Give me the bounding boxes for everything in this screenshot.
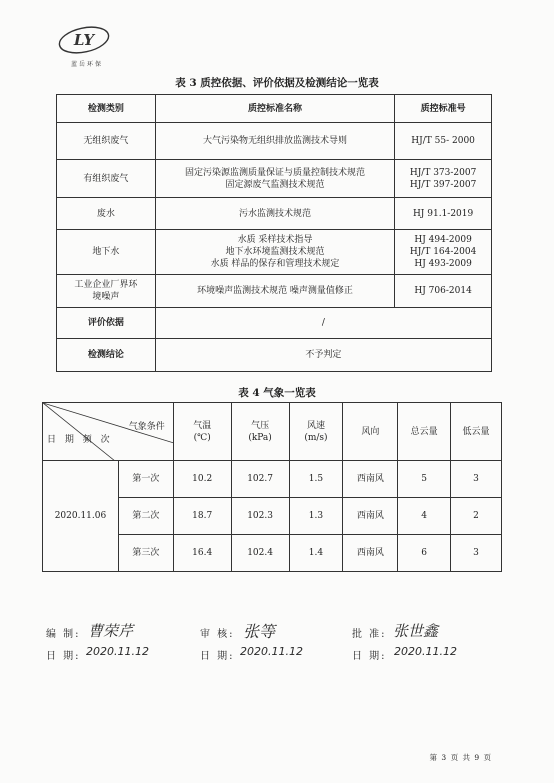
value-cell: 3	[451, 461, 502, 498]
svg-text:LY: LY	[73, 31, 95, 49]
conclusion-label: 检测结论	[57, 339, 156, 372]
freq-cell: 第一次	[118, 461, 173, 498]
value-cell: 3	[451, 535, 502, 572]
table3-title: 表 3 质控依据、评价依据及检测结论一览表	[175, 77, 379, 89]
header-total-cloud: 总云量	[398, 403, 451, 461]
value-cell: 西南风	[343, 461, 398, 498]
header-pressure: 气压 (kPa)	[231, 403, 289, 461]
category-cell: 工业企业厂界环境噪声	[57, 275, 156, 308]
table-row	[57, 230, 492, 275]
header-standard-name: 质控标准名称	[155, 95, 394, 123]
approve-signature: 张世鑫	[393, 622, 439, 640]
value-cell: 102.4	[231, 535, 289, 572]
value-cell: 西南风	[343, 535, 398, 572]
compile-label: 编 制:	[46, 629, 81, 640]
value-cell: 16.4	[173, 535, 231, 572]
header-low-cloud: 低云量	[451, 403, 502, 461]
review-signature: 张等	[243, 622, 276, 641]
table-row	[57, 160, 492, 198]
category-cell: 废水	[57, 198, 156, 230]
review-date-label: 日 期:	[200, 651, 235, 662]
value-cell: 2	[451, 498, 502, 535]
page-number: 第 3 页 共 9 页	[429, 753, 492, 762]
table-header-row	[43, 403, 502, 461]
company-logo-mark	[58, 26, 110, 54]
conclusion-row	[57, 339, 492, 372]
table-row	[43, 461, 502, 498]
review-label: 审 核:	[200, 629, 235, 640]
quality-control-table	[56, 94, 492, 372]
diag-label-weather: 气象条件	[128, 422, 165, 432]
header-temperature: 气温 (℃)	[173, 403, 231, 461]
evaluation-value: /	[155, 308, 491, 339]
table-header-row	[57, 95, 492, 123]
value-cell: 18.7	[173, 498, 231, 535]
diag-label-date-freq: 日 期 频 次	[47, 435, 113, 445]
table-row	[57, 198, 492, 230]
approve-date-label: 日 期:	[352, 651, 387, 662]
value-cell: 1.3	[289, 498, 343, 535]
conclusion-value: 不予判定	[155, 339, 491, 372]
category-cell: 有组织废气	[57, 160, 156, 198]
standard-code-cell: HJ 91.1-2019	[395, 198, 492, 230]
header-wind-direction: 风向	[343, 403, 398, 461]
value-cell: 102.7	[231, 461, 289, 498]
standard-name-cell: 固定污染源监测质量保证与质量控制技术规范 固定源废气监测技术规范	[155, 160, 394, 198]
value-cell: 102.3	[231, 498, 289, 535]
standard-code-cell: HJ/T 373-2007 HJ/T 397-2007	[395, 160, 492, 198]
review-date: 2020.11.12	[240, 645, 303, 658]
category-cell: 地下水	[57, 230, 156, 275]
weather-table	[42, 402, 502, 572]
standard-code-cell: HJ/T 55- 2000	[395, 123, 492, 160]
standard-name-cell: 大气污染物无组织排放监测技术导则	[155, 123, 394, 160]
evaluation-label: 评价依据	[57, 308, 156, 339]
evaluation-row	[57, 308, 492, 339]
table-row	[57, 123, 492, 160]
freq-cell: 第二次	[118, 498, 173, 535]
compile-date-label: 日 期:	[46, 651, 81, 662]
value-cell: 5	[398, 461, 451, 498]
table4-title: 表 4 气象一览表	[238, 387, 316, 399]
standard-name-cell: 环境噪声监测技术规范 噪声测量值修正	[155, 275, 394, 308]
category-cell: 无组织废气	[57, 123, 156, 160]
company-name: 蓝岳环保	[70, 61, 103, 68]
value-cell: 1.5	[289, 461, 343, 498]
standard-name-cell: 污水监测技术规范	[155, 198, 394, 230]
compile-date: 2020.11.12	[86, 645, 149, 658]
approve-date: 2020.11.12	[394, 645, 457, 658]
value-cell: 6	[398, 535, 451, 572]
table-row	[57, 275, 492, 308]
value-cell: 西南风	[343, 498, 398, 535]
date-cell: 2020.11.06	[43, 461, 119, 572]
compile-signature: 曹荣芹	[88, 622, 134, 640]
value-cell: 1.4	[289, 535, 343, 572]
standard-code-cell: HJ 494-2009 HJ/T 164-2004 HJ 493-2009	[395, 230, 492, 275]
header-standard-code: 质控标准号	[395, 95, 492, 123]
company-logo	[58, 26, 116, 68]
header-category: 检测类别	[57, 95, 156, 123]
value-cell: 4	[398, 498, 451, 535]
approve-label: 批 准:	[352, 629, 387, 640]
header-wind-speed: 风速 (m/s)	[289, 403, 343, 461]
freq-cell: 第三次	[118, 535, 173, 572]
value-cell: 10.2	[173, 461, 231, 498]
standard-code-cell: HJ 706-2014	[395, 275, 492, 308]
diagonal-header-cell	[43, 403, 174, 461]
standard-name-cell: 水质 采样技术指导 地下水环境监测技术规范 水质 样品的保存和管理技术规定	[155, 230, 394, 275]
